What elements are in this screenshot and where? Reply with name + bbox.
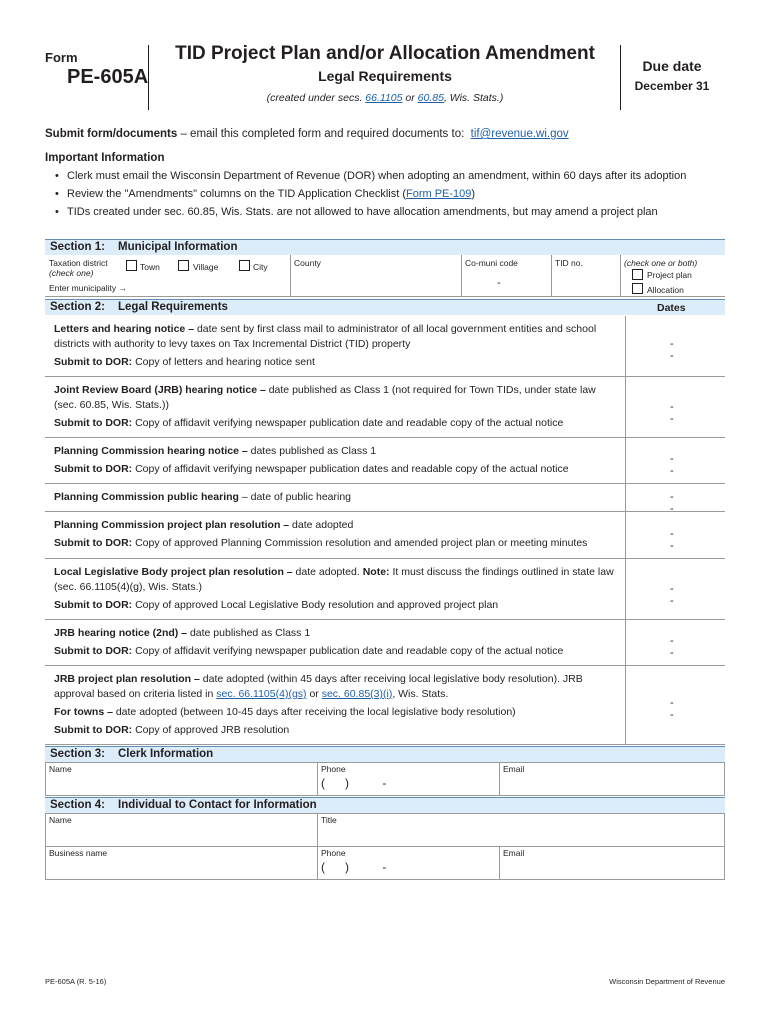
comuni-code-label: Co-muni code — [465, 258, 518, 268]
county-label: County — [294, 258, 321, 268]
divider — [499, 762, 500, 796]
list-item: • TIDs created under sec. 60.85, Wis. Stats. are not allowed to have allocation amendments, but may amend a project plan — [45, 203, 735, 221]
section4-header: Section 4: Individual to Contact for Information — [45, 797, 725, 813]
contact-email-label: Email — [503, 848, 525, 858]
taxation-district-label: Taxation district — [49, 258, 108, 268]
clerk-email-label: Email — [503, 764, 525, 774]
date-input[interactable]: - - — [625, 438, 726, 483]
date-input[interactable]: - - — [625, 512, 726, 558]
section2-header: Section 2: Legal Requirements Dates — [45, 299, 725, 315]
due-date-label: Due date — [642, 58, 702, 74]
arrow-right-icon: → — [118, 283, 127, 293]
divider — [290, 255, 291, 297]
contact-name-label: Name — [49, 815, 72, 825]
statute-reference: (created under secs. 66.1105 or 60.85, Wis. Stats.) — [266, 92, 504, 104]
requirement-row: JRB hearing notice (2nd) – date published as Class 1 Submit to DOR: Copy of affidavit verifying newspaper publication date and readable copy of the actual notice - - — [45, 620, 725, 666]
requirement-row: Planning Commission public hearing – date of public hearing - - — [45, 484, 725, 512]
project-plan-label: Project plan — [647, 270, 692, 280]
header-divider-right — [620, 45, 621, 110]
date-input[interactable]: - - — [625, 559, 726, 619]
important-list — [45, 167, 735, 221]
requirement-row: Planning Commission hearing notice – dates published as Class 1 Submit to DOR: Copy of affidavit verifying newspaper publication dates and readable copy of the actual notice - - — [45, 438, 725, 484]
form-label: Form — [45, 50, 78, 65]
statute-link-60-85-3-i[interactable]: sec. 60.85(3)(i) — [321, 688, 393, 700]
divider — [620, 255, 621, 297]
requirement-row: Local Legislative Body project plan resolution – date adopted. Note: It must discuss the findings outlined in state law (sec. 66.1105(4)(g), Wis. Stats.) Submit to DOR: Copy of approved Local Legislative Body resolution and approved project plan - - — [45, 559, 725, 620]
town-label: Town — [140, 262, 160, 272]
business-name-label: Business name — [49, 848, 108, 858]
divider — [317, 813, 318, 880]
form-number: PE-605A — [67, 66, 149, 88]
date-input[interactable]: - - — [625, 666, 726, 744]
section1-header: Section 1: Municipal Information — [45, 239, 725, 255]
statute-link-66-1105[interactable]: 66.1105 — [365, 92, 403, 104]
project-plan-checkbox[interactable] — [632, 269, 643, 280]
important-heading: Important Information — [45, 152, 165, 164]
submit-instructions: Submit form/documents – email this completed form and required documents to: tif@revenue.wi.gov — [45, 128, 569, 140]
allocation-label: Allocation — [647, 285, 684, 295]
divider — [317, 762, 318, 796]
header-divider-left — [148, 45, 149, 110]
footer-agency: Wisconsin Department of Revenue — [609, 977, 725, 986]
requirement-row: Planning Commission project plan resolution – date adopted Submit to DOR: Copy of approved Planning Commission resolution and amended project plan or meeting minutes - - — [45, 512, 725, 559]
enter-municipality-label: Enter municipality → — [49, 283, 127, 293]
list-item: • Clerk must email the Wisconsin Department of Revenue (DOR) when adopting an amendment, within 60 days after its adoption — [45, 167, 735, 185]
form-pe109-link[interactable]: Form PE-109 — [405, 188, 472, 200]
section3-header: Section 3: Clerk Information — [45, 746, 725, 762]
clerk-phone-label: Phone — [321, 764, 346, 774]
requirement-row: Letters and hearing notice – date sent by first class mail to administrator of all local government entities and school districts with authority to levy taxes on Tax Incremental District (TID) property Submit to DOR: Copy of letters and hearing notice sent - - — [45, 316, 725, 377]
village-checkbox[interactable] — [178, 260, 189, 271]
divider — [551, 255, 552, 297]
city-label: City — [253, 262, 268, 272]
check-one-hint: (check one) — [49, 268, 94, 278]
page-title: TID Project Plan and/or Allocation Amendment — [175, 43, 595, 64]
date-input[interactable]: - - — [625, 377, 726, 437]
village-label: Village — [193, 262, 219, 272]
contact-phone-label: Phone — [321, 848, 346, 858]
statute-link-66-1105-4-gs[interactable]: sec. 66.1105(4)(gs) — [216, 688, 307, 700]
contact-title-label: Title — [321, 815, 337, 825]
comuni-code-dash: - — [497, 277, 501, 289]
divider — [461, 255, 462, 297]
city-checkbox[interactable] — [239, 260, 250, 271]
check-both-hint: (check one or both) — [624, 258, 698, 268]
list-item: • Review the "Amendments" columns on the TID Application Checklist (Form PE-109) — [45, 185, 735, 203]
footer-form-revision: PE-605A (R. 5-16) — [45, 977, 107, 986]
divider — [499, 846, 500, 880]
date-input[interactable]: - - — [625, 316, 726, 376]
requirement-row: JRB project plan resolution – date adopted (within 45 days after receiving local legislative body resolution). JRB approval based on criteria listed in sec. 66.1105(4)(gs) or sec. 60.85(3)(i), Wis. Stats. For towns – date adopted (between 10-45 days after receiving the local legislative body resolution) Submit to DOR: Copy of approved JRB resolution - - — [45, 666, 725, 745]
divider — [45, 846, 725, 847]
clerk-phone-input[interactable]: ( ) - — [321, 776, 387, 790]
statute-link-60-85[interactable]: 60.85 — [417, 92, 444, 104]
submit-email-link[interactable]: tif@revenue.wi.gov — [470, 128, 569, 140]
page-subtitle: Legal Requirements — [318, 68, 452, 84]
requirement-row: Joint Review Board (JRB) hearing notice – date published as Class 1 (not required for Town TIDs, under state law (sec. 60.85, Wis. Stats.)) Submit to DOR: Copy of affidavit verifying newspaper publication date and readable copy of the actual notice - - — [45, 377, 725, 438]
clerk-name-label: Name — [49, 764, 72, 774]
contact-phone-input[interactable]: ( ) - — [321, 860, 387, 874]
due-date-value: December 31 — [634, 79, 710, 93]
allocation-checkbox[interactable] — [632, 283, 643, 294]
dates-column-header: Dates — [657, 302, 686, 314]
date-input[interactable]: - - — [625, 484, 726, 511]
date-input[interactable]: - - — [625, 620, 726, 665]
tid-no-label: TID no. — [555, 258, 583, 268]
town-checkbox[interactable] — [126, 260, 137, 271]
